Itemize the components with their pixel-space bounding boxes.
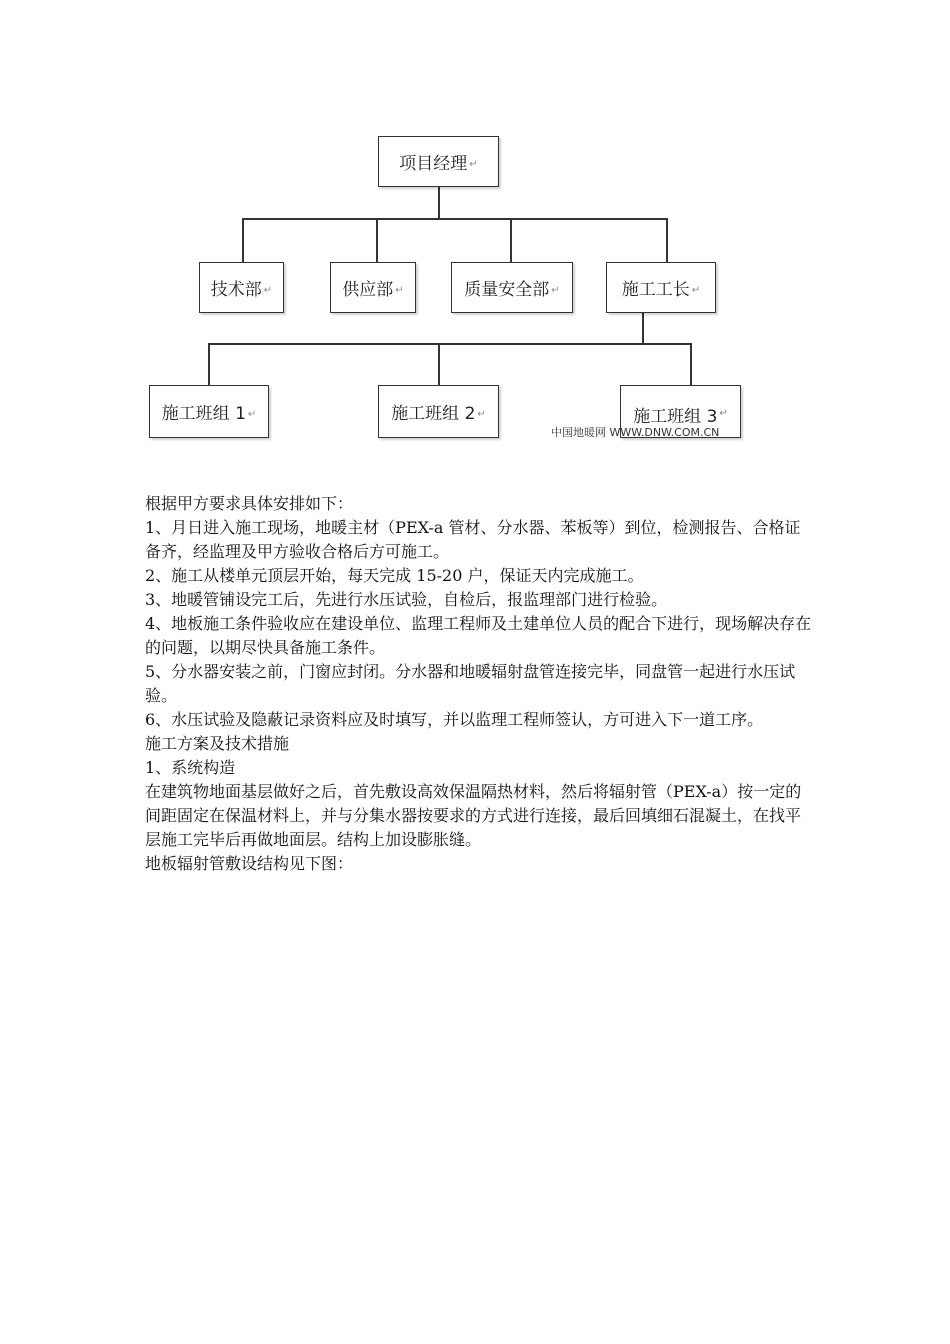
org-box-label: 施工班组 2 bbox=[391, 404, 476, 424]
connector-root-down bbox=[438, 186, 440, 219]
connector-dept-bus bbox=[242, 218, 668, 220]
org-box-team-2 bbox=[378, 385, 499, 438]
connector-team-bus bbox=[208, 343, 692, 345]
return-mark-icon: ↵ bbox=[469, 159, 478, 170]
connector-dept-2 bbox=[376, 218, 378, 262]
org-box-project-manager bbox=[378, 136, 499, 187]
connector-team-1 bbox=[208, 343, 210, 385]
return-mark-icon: ↵ bbox=[551, 285, 560, 296]
list-item: 1、月日进入施工现场，地暖主材（PEX-a 管材、分水器、苯板等）到位，检测报告、合格证备齐，经监理及甲方验收合格后方可施工。 bbox=[145, 518, 801, 561]
org-box-label: 施工班组 3 bbox=[633, 407, 718, 427]
return-mark-icon: ↵ bbox=[719, 408, 728, 419]
intro-line: 根据甲方要求具体安排如下： bbox=[145, 494, 354, 513]
return-mark-icon: ↵ bbox=[263, 285, 273, 296]
org-box-label: 供应部 bbox=[342, 280, 394, 300]
org-box-supply-dept bbox=[330, 262, 416, 313]
paragraph: 在建筑物地面基层做好之后，首先敷设高效保温隔热材料，然后将辐射管（PEX-a）按一定的间距固定在保温材料上，并与分集水器按要求的方式进行连接，最后回填细石混凝土，在找平层施工完毕后再做地面层。结构上加设膨胀缝。 bbox=[145, 782, 802, 849]
section-title: 施工方案及技术措施 bbox=[145, 734, 290, 753]
list-item: 5、分水器安装之前，门窗应封闭。分水器和地暖辐射盘管连接完毕，同盘管一起进行水压试验。 bbox=[145, 662, 796, 705]
connector-team-2 bbox=[438, 343, 440, 385]
sub-title: 1、系统构造 bbox=[145, 758, 236, 777]
org-box-label: 技术部 bbox=[210, 280, 262, 300]
list-item: 4、地板施工条件验收应在建设单位、监理工程师及土建单位人员的配合下进行，现场解决存在的问题，以期尽快具备施工条件。 bbox=[145, 614, 812, 657]
return-mark-icon: ↵ bbox=[395, 285, 404, 296]
return-mark-icon: ↵ bbox=[477, 409, 486, 420]
org-box-label: 项目经理 bbox=[399, 154, 468, 174]
list-item: 2、施工从楼单元顶层开始，每天完成 15-20 户，保证天内完成施工。 bbox=[145, 566, 644, 585]
list-item: 6、水压试验及隐蔽记录资料应及时填写，并以监理工程师签认，方可进入下一道工序。 bbox=[145, 710, 764, 729]
org-chart bbox=[0, 0, 950, 470]
return-mark-icon: ↵ bbox=[691, 285, 701, 296]
org-box-quality-safety-dept bbox=[451, 262, 573, 313]
watermark: 中国地暖网 WWW.DNW.COM.CN bbox=[551, 426, 720, 439]
list-item: 3、地暖管铺设完工后，先进行水压试验，自检后，报监理部门进行检验。 bbox=[145, 590, 668, 609]
connector-dept-4 bbox=[666, 218, 668, 262]
org-box-team-1 bbox=[149, 385, 269, 438]
connector-dept-1 bbox=[242, 218, 244, 262]
org-box-label: 质量安全部 bbox=[464, 280, 550, 300]
org-box-tech-dept bbox=[199, 262, 284, 313]
figure-note: 地板辐射管敷设结构见下图： bbox=[145, 854, 354, 873]
org-box-site-foreman bbox=[606, 262, 716, 313]
document-body bbox=[145, 492, 815, 876]
connector-foreman-down bbox=[642, 313, 644, 344]
org-box-label: 施工工长 bbox=[621, 280, 690, 300]
org-box-label: 施工班组 1 bbox=[161, 404, 246, 424]
return-mark-icon: ↵ bbox=[247, 409, 257, 420]
connector-team-3 bbox=[690, 343, 692, 385]
connector-dept-3 bbox=[510, 218, 512, 262]
